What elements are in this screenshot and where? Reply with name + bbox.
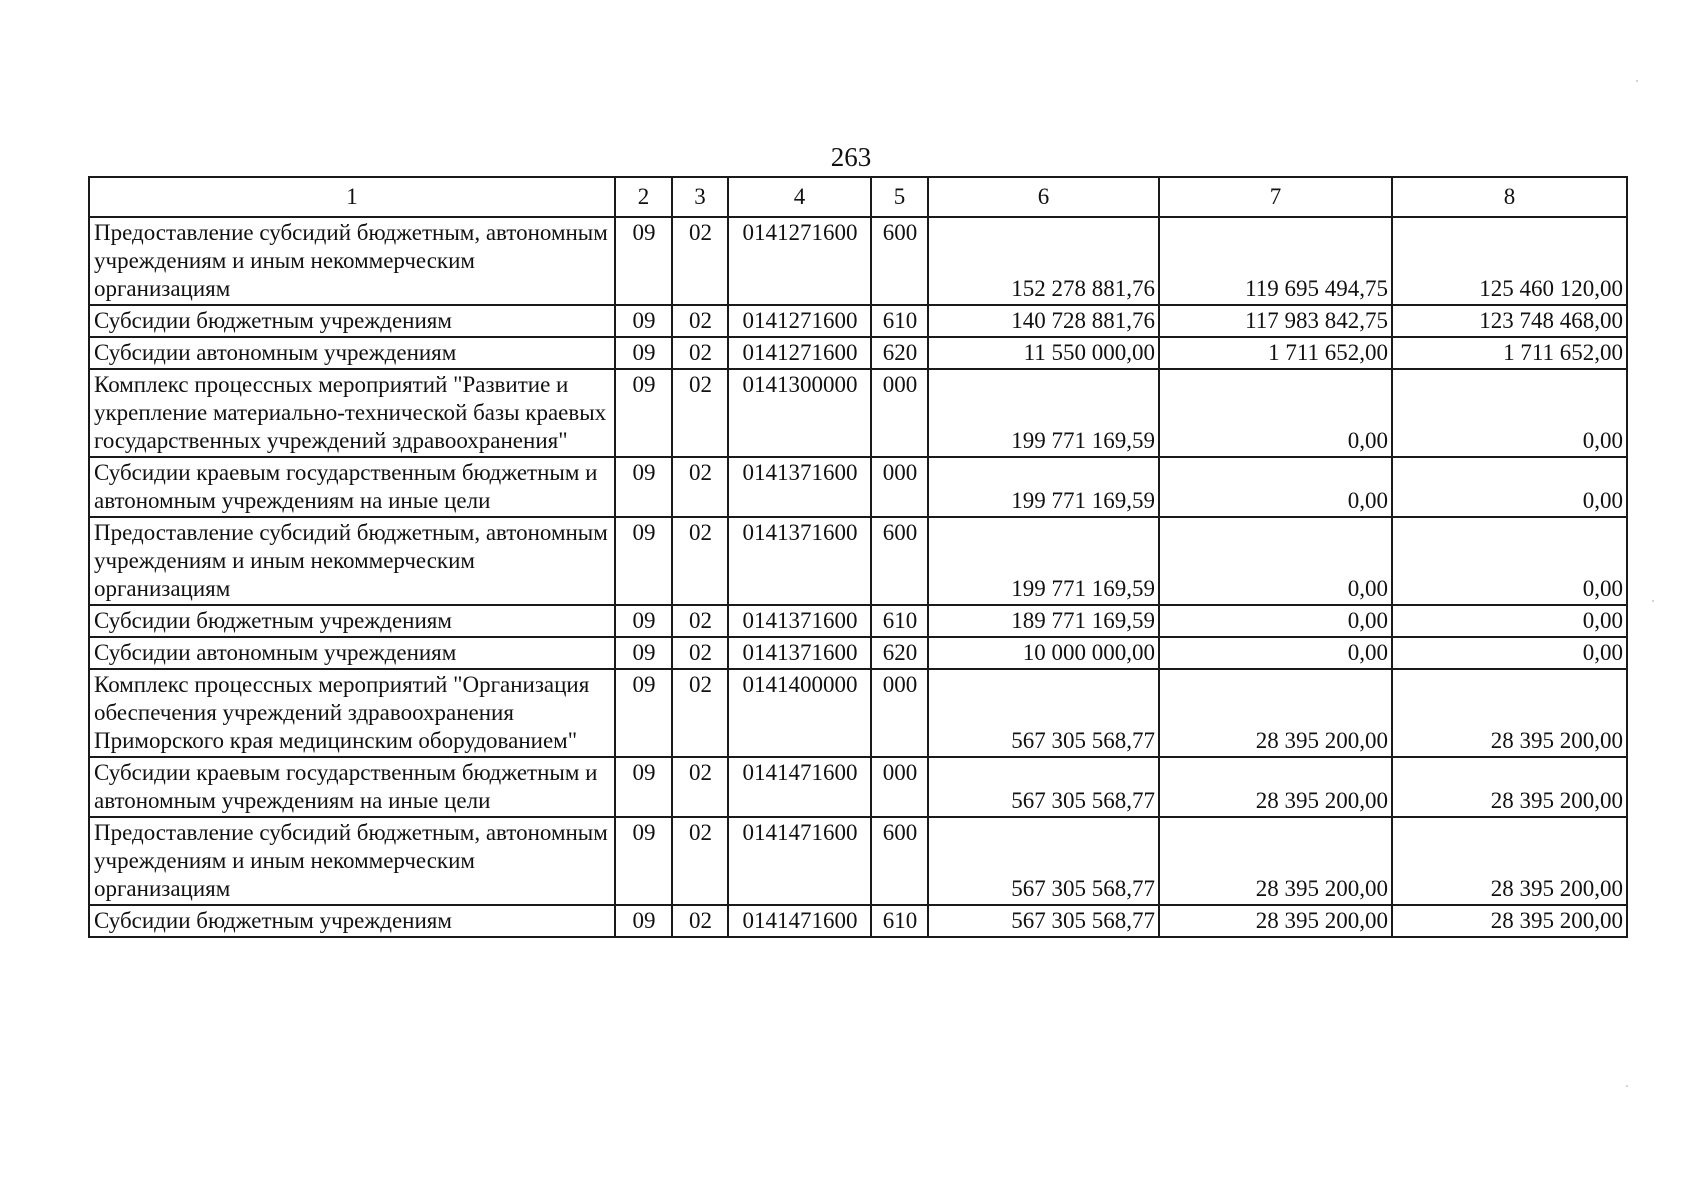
header-row	[89, 177, 1627, 217]
row-code-cell: 0141271600	[728, 305, 871, 337]
row-amount-cell: 10 000 000,00	[928, 637, 1159, 669]
row-amount-cell: 152 278 881,76	[928, 217, 1159, 305]
row-amount-cell: 28 395 200,00	[1159, 757, 1392, 817]
row-code-cell: 0141371600	[728, 637, 871, 669]
row-code-cell: 02	[672, 637, 728, 669]
row-amount-cell: 0,00	[1159, 369, 1392, 457]
scan-speck	[1626, 1085, 1628, 1087]
row-name-cell: Субсидии краевым государственным бюджетным и автономным учреждениям на иные цели	[89, 757, 615, 817]
row-name-cell: Предоставление субсидий бюджетным, автономным учреждениям и иным некоммерческим организациям	[89, 817, 615, 905]
scan-speck	[1636, 80, 1638, 82]
row-name-cell: Субсидии автономным учреждениям	[89, 337, 615, 369]
row-code-cell: 0141371600	[728, 457, 871, 517]
row-amount-cell: 567 305 568,77	[928, 757, 1159, 817]
row-name-cell: Комплекс процессных мероприятий "Организация обеспечения учреждений здравоохранения Приморского края медицинским оборудованием"	[89, 669, 615, 757]
row-amount-cell: 189 771 169,59	[928, 605, 1159, 637]
row-code-cell: 09	[615, 337, 672, 369]
row-code-cell: 000	[871, 369, 928, 457]
row-code-cell: 0141471600	[728, 905, 871, 937]
row-name-cell: Предоставление субсидий бюджетным, автономным учреждениям и иным некоммерческим организациям	[89, 217, 615, 305]
row-code-cell: 02	[672, 669, 728, 757]
budget-table	[88, 176, 1628, 938]
row-amount-cell: 28 395 200,00	[1159, 905, 1392, 937]
row-amount-cell: 1 711 652,00	[1159, 337, 1392, 369]
row-code-cell: 09	[615, 217, 672, 305]
row-code-cell: 02	[672, 217, 728, 305]
row-amount-cell: 0,00	[1392, 517, 1627, 605]
row-name-cell: Субсидии бюджетным учреждениям	[89, 905, 615, 937]
row-code-cell: 09	[615, 669, 672, 757]
row-amount-cell: 125 460 120,00	[1392, 217, 1627, 305]
table-body	[89, 177, 1627, 937]
row-amount-cell: 140 728 881,76	[928, 305, 1159, 337]
row-amount-cell: 28 395 200,00	[1392, 905, 1627, 937]
row-code-cell: 600	[871, 217, 928, 305]
row-name-cell: Комплекс процессных мероприятий "Развитие и укрепление материально-технической базы краевых государственных учреждений здравоохранения"	[89, 369, 615, 457]
row-code-cell: 09	[615, 305, 672, 337]
row-amount-cell: 119 695 494,75	[1159, 217, 1392, 305]
row-code-cell: 02	[672, 369, 728, 457]
row-amount-cell: 199 771 169,59	[928, 517, 1159, 605]
row-amount-cell: 199 771 169,59	[928, 457, 1159, 517]
row-code-cell: 610	[871, 305, 928, 337]
row-amount-cell: 0,00	[1159, 457, 1392, 517]
row-amount-cell: 0,00	[1159, 637, 1392, 669]
table-row	[89, 457, 1627, 517]
row-amount-cell: 567 305 568,77	[928, 669, 1159, 757]
table-row	[89, 217, 1627, 305]
row-code-cell: 620	[871, 337, 928, 369]
header-cell: 2	[615, 177, 672, 217]
row-code-cell: 09	[615, 817, 672, 905]
row-code-cell: 600	[871, 517, 928, 605]
row-amount-cell: 199 771 169,59	[928, 369, 1159, 457]
page-number: 263	[830, 142, 872, 172]
row-code-cell: 02	[672, 757, 728, 817]
row-amount-cell: 0,00	[1392, 457, 1627, 517]
scan-speck	[1652, 600, 1654, 602]
row-code-cell: 09	[615, 757, 672, 817]
row-code-cell: 09	[615, 517, 672, 605]
row-code-cell: 610	[871, 905, 928, 937]
row-code-cell: 09	[615, 637, 672, 669]
row-amount-cell: 0,00	[1392, 369, 1627, 457]
table-row	[89, 605, 1627, 637]
row-amount-cell: 28 395 200,00	[1392, 757, 1627, 817]
row-code-cell: 0141300000	[728, 369, 871, 457]
row-name-cell: Предоставление субсидий бюджетным, автономным учреждениям и иным некоммерческим организациям	[89, 517, 615, 605]
row-amount-cell: 28 395 200,00	[1159, 817, 1392, 905]
row-amount-cell: 28 395 200,00	[1392, 817, 1627, 905]
row-code-cell: 000	[871, 669, 928, 757]
row-code-cell: 09	[615, 457, 672, 517]
row-name-cell: Субсидии автономным учреждениям	[89, 637, 615, 669]
header-cell: 8	[1392, 177, 1627, 217]
header-cell: 4	[728, 177, 871, 217]
row-code-cell: 600	[871, 817, 928, 905]
row-amount-cell: 117 983 842,75	[1159, 305, 1392, 337]
table-row	[89, 817, 1627, 905]
header-cell: 3	[672, 177, 728, 217]
row-code-cell: 0141371600	[728, 605, 871, 637]
row-code-cell: 620	[871, 637, 928, 669]
row-amount-cell: 567 305 568,77	[928, 905, 1159, 937]
row-code-cell: 09	[615, 605, 672, 637]
row-code-cell: 02	[672, 305, 728, 337]
table-row	[89, 337, 1627, 369]
row-code-cell: 610	[871, 605, 928, 637]
table-row	[89, 637, 1627, 669]
row-code-cell: 0141271600	[728, 217, 871, 305]
row-code-cell: 0141471600	[728, 817, 871, 905]
row-amount-cell: 28 395 200,00	[1159, 669, 1392, 757]
row-code-cell: 09	[615, 369, 672, 457]
row-code-cell: 02	[672, 605, 728, 637]
row-code-cell: 0141371600	[728, 517, 871, 605]
row-amount-cell: 0,00	[1159, 517, 1392, 605]
row-code-cell: 02	[672, 457, 728, 517]
row-code-cell: 0141400000	[728, 669, 871, 757]
row-amount-cell: 1 711 652,00	[1392, 337, 1627, 369]
table-row	[89, 517, 1627, 605]
header-cell: 1	[89, 177, 615, 217]
row-code-cell: 0141471600	[728, 757, 871, 817]
row-code-cell: 02	[672, 517, 728, 605]
row-amount-cell: 28 395 200,00	[1392, 669, 1627, 757]
table-row	[89, 757, 1627, 817]
row-amount-cell: 123 748 468,00	[1392, 305, 1627, 337]
table-row	[89, 905, 1627, 937]
row-amount-cell: 0,00	[1159, 605, 1392, 637]
row-code-cell: 02	[672, 337, 728, 369]
row-code-cell: 02	[672, 905, 728, 937]
header-cell: 6	[928, 177, 1159, 217]
row-amount-cell: 567 305 568,77	[928, 817, 1159, 905]
table-row	[89, 305, 1627, 337]
header-cell: 5	[871, 177, 928, 217]
row-amount-cell: 11 550 000,00	[928, 337, 1159, 369]
table-row	[89, 369, 1627, 457]
row-amount-cell: 0,00	[1392, 637, 1627, 669]
row-code-cell: 09	[615, 905, 672, 937]
header-cell: 7	[1159, 177, 1392, 217]
row-amount-cell: 0,00	[1392, 605, 1627, 637]
row-code-cell: 000	[871, 457, 928, 517]
row-code-cell: 0141271600	[728, 337, 871, 369]
row-code-cell: 02	[672, 817, 728, 905]
row-name-cell: Субсидии бюджетным учреждениям	[89, 305, 615, 337]
row-name-cell: Субсидии краевым государственным бюджетным и автономным учреждениям на иные цели	[89, 457, 615, 517]
row-name-cell: Субсидии бюджетным учреждениям	[89, 605, 615, 637]
table-row	[89, 669, 1627, 757]
row-code-cell: 000	[871, 757, 928, 817]
